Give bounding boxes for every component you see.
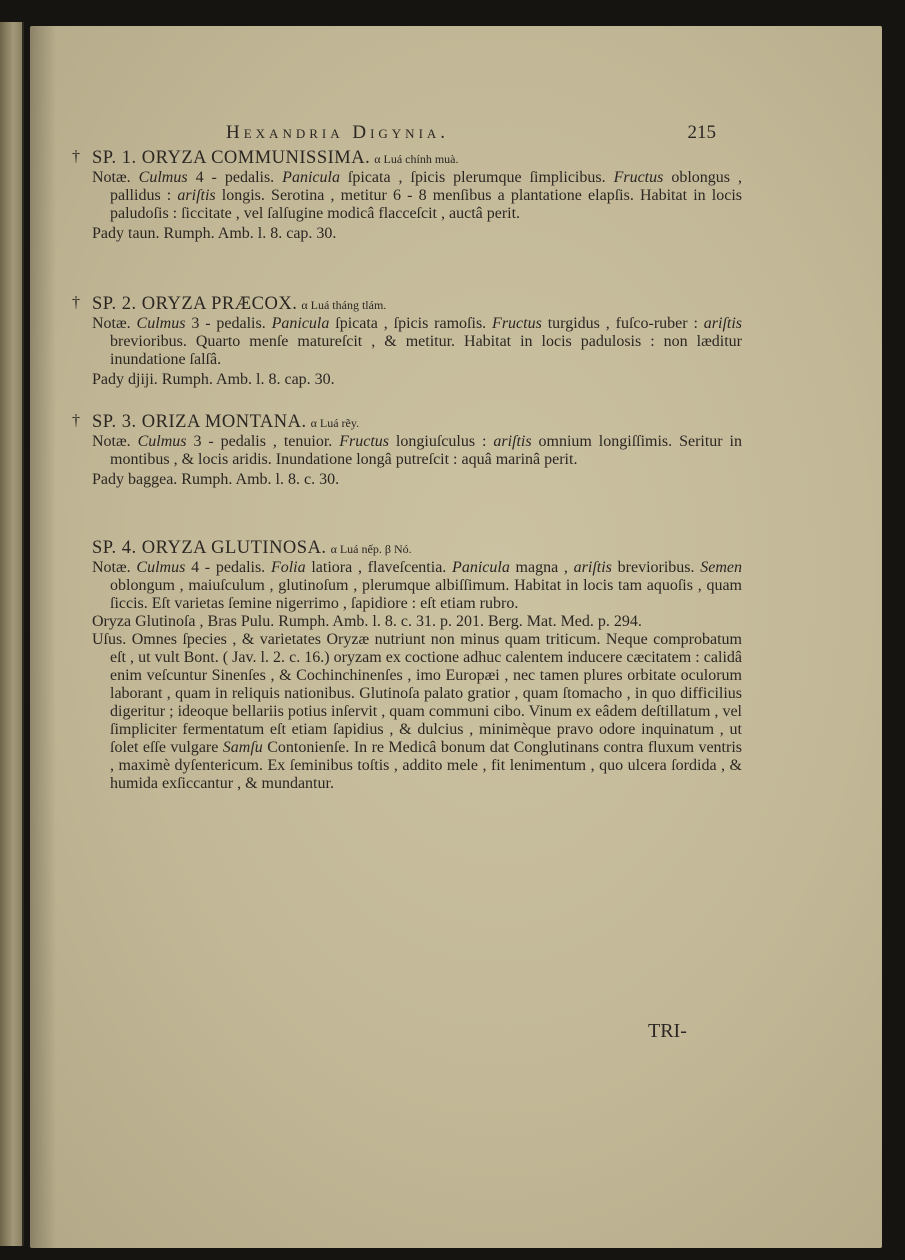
species-heading <box>72 148 742 169</box>
species-name: SP. 1. ORYZA COMMUNISSIMA. <box>92 148 371 168</box>
vernacular-name: α Luá tháng tlám. <box>301 298 387 312</box>
adjacent-page-edge <box>0 22 24 1246</box>
species-heading <box>72 294 742 315</box>
species-heading <box>72 412 742 433</box>
book-page <box>30 26 882 1248</box>
species-reference: Pady taun. Rumph. Amb. l. 8. cap. 30. <box>92 225 337 242</box>
running-header <box>226 122 726 144</box>
vernacular-name: α Luá chính muà. <box>374 152 459 166</box>
species-notes: Notæ. Culmus 4 - pedalis. Panicula ſpicata , ſpicis plerumque ſimplicibus. Fructus oblongus , pallidus : ariſtis longis. Serotina , metitur 6 - 8 menſibus a plantatione elapſis. Habitat in locis paludoſis : ſiccitate , vel ſalſugine modicâ flacceſcit , auctâ perit. <box>92 169 743 222</box>
vernacular-name: α Luá rẽy. <box>310 416 360 430</box>
dagger-mark: † <box>72 148 80 165</box>
running-title: Hexandria Digynia. <box>226 122 450 143</box>
dagger-mark: † <box>72 412 80 429</box>
dagger-mark: † <box>72 294 80 311</box>
species-heading <box>92 538 742 559</box>
species-entry-1 <box>72 148 743 243</box>
species-reference: Pady baggea. Rumph. Amb. l. 8. c. 30. <box>92 471 340 488</box>
species-entry-2 <box>72 294 742 389</box>
species-reference: Oryza Glutinoſa , Bras Pulu. Rumph. Amb. l. 8. c. 31. p. 201. Berg. Mat. Med. p. 294. <box>92 613 642 630</box>
catchword: TRI- <box>648 1020 687 1042</box>
species-notes: Notæ. Culmus 4 - pedalis. Folia latiora , flaveſcentia. Panicula magna , ariſtis brevioribus. Semen oblongum , maiuſculum , glutinoſum , plerumque albiſſimum. Habitat in locis tam aquoſis , quam ſiccis. Eſt varietas ſemine nigerrimo , ſapidiore : eſt etiam rubro. <box>92 559 743 612</box>
species-entry-3 <box>72 412 743 489</box>
page-number: 215 <box>687 122 716 143</box>
species-notes: Notæ. Culmus 3 - pedalis , tenuior. Fructus longiuſculus : ariſtis omnium longiſſimis. Seritur in montibus , & locis aridis. Inundatione longâ putreſcit : aquâ marinâ perit. <box>92 433 743 468</box>
page-gutter-shadow <box>30 26 56 1248</box>
vernacular-name: α Luá nếp. β Nó. <box>330 542 412 556</box>
species-name: SP. 4. ORYZA GLUTINOSA. <box>92 538 327 558</box>
species-name: SP. 3. ORIZA MONTANA. <box>92 412 307 432</box>
usage-paragraph: Uſus. Omnes ſpecies , & varietates Oryzæ nutriunt non minus quam triticum. Neque comprobatum eſt , ut vult Bont. ( Jav. l. 2. c. 16.) oryzam ex coctione adhuc calentem inducere cæcitatem : calidâ enim veſcuntur Sinenſes , & Cochinchinenſes , imo Europæi , nec tamen plures orbitate oculorum laborant , quam in reliquis nationibus. Glutinoſa palato gratior , quam ſtomacho , in quo difficilius digeritur ; ideoque bellariis potius inſervit , quam communi cibo. Vinum ex eâdem deſtillatum , vel ſimpliciter fermentatum eſt etiam ſapidius , & dulcius , minimèque pravo odore inquinatum , ut ſolet eſſe vulgare Samſu Contonienſe. In re Medicâ bonum dat Conglutinans contra fluxum ventris , maximè dyſentericum. Ex ſeminibus toſtis , addito mele , fit lenimentum , quo ulcera ſordida , & humida exſiccantur , & mundantur. <box>92 631 743 792</box>
species-entry-4 <box>92 538 742 793</box>
species-notes: Notæ. Culmus 3 - pedalis. Panicula ſpicata , ſpicis ramoſis. Fructus turgidus , fuſco-ruber : ariſtis brevioribus. Quarto menſe matureſcit , & metitur. Habitat in locis padulosis : non læditur inundatione ſalſâ. <box>92 315 742 368</box>
species-reference: Pady djiji. Rumph. Amb. l. 8. cap. 30. <box>92 371 335 388</box>
species-name: SP. 2. ORYZA PRÆCOX. <box>92 294 298 314</box>
